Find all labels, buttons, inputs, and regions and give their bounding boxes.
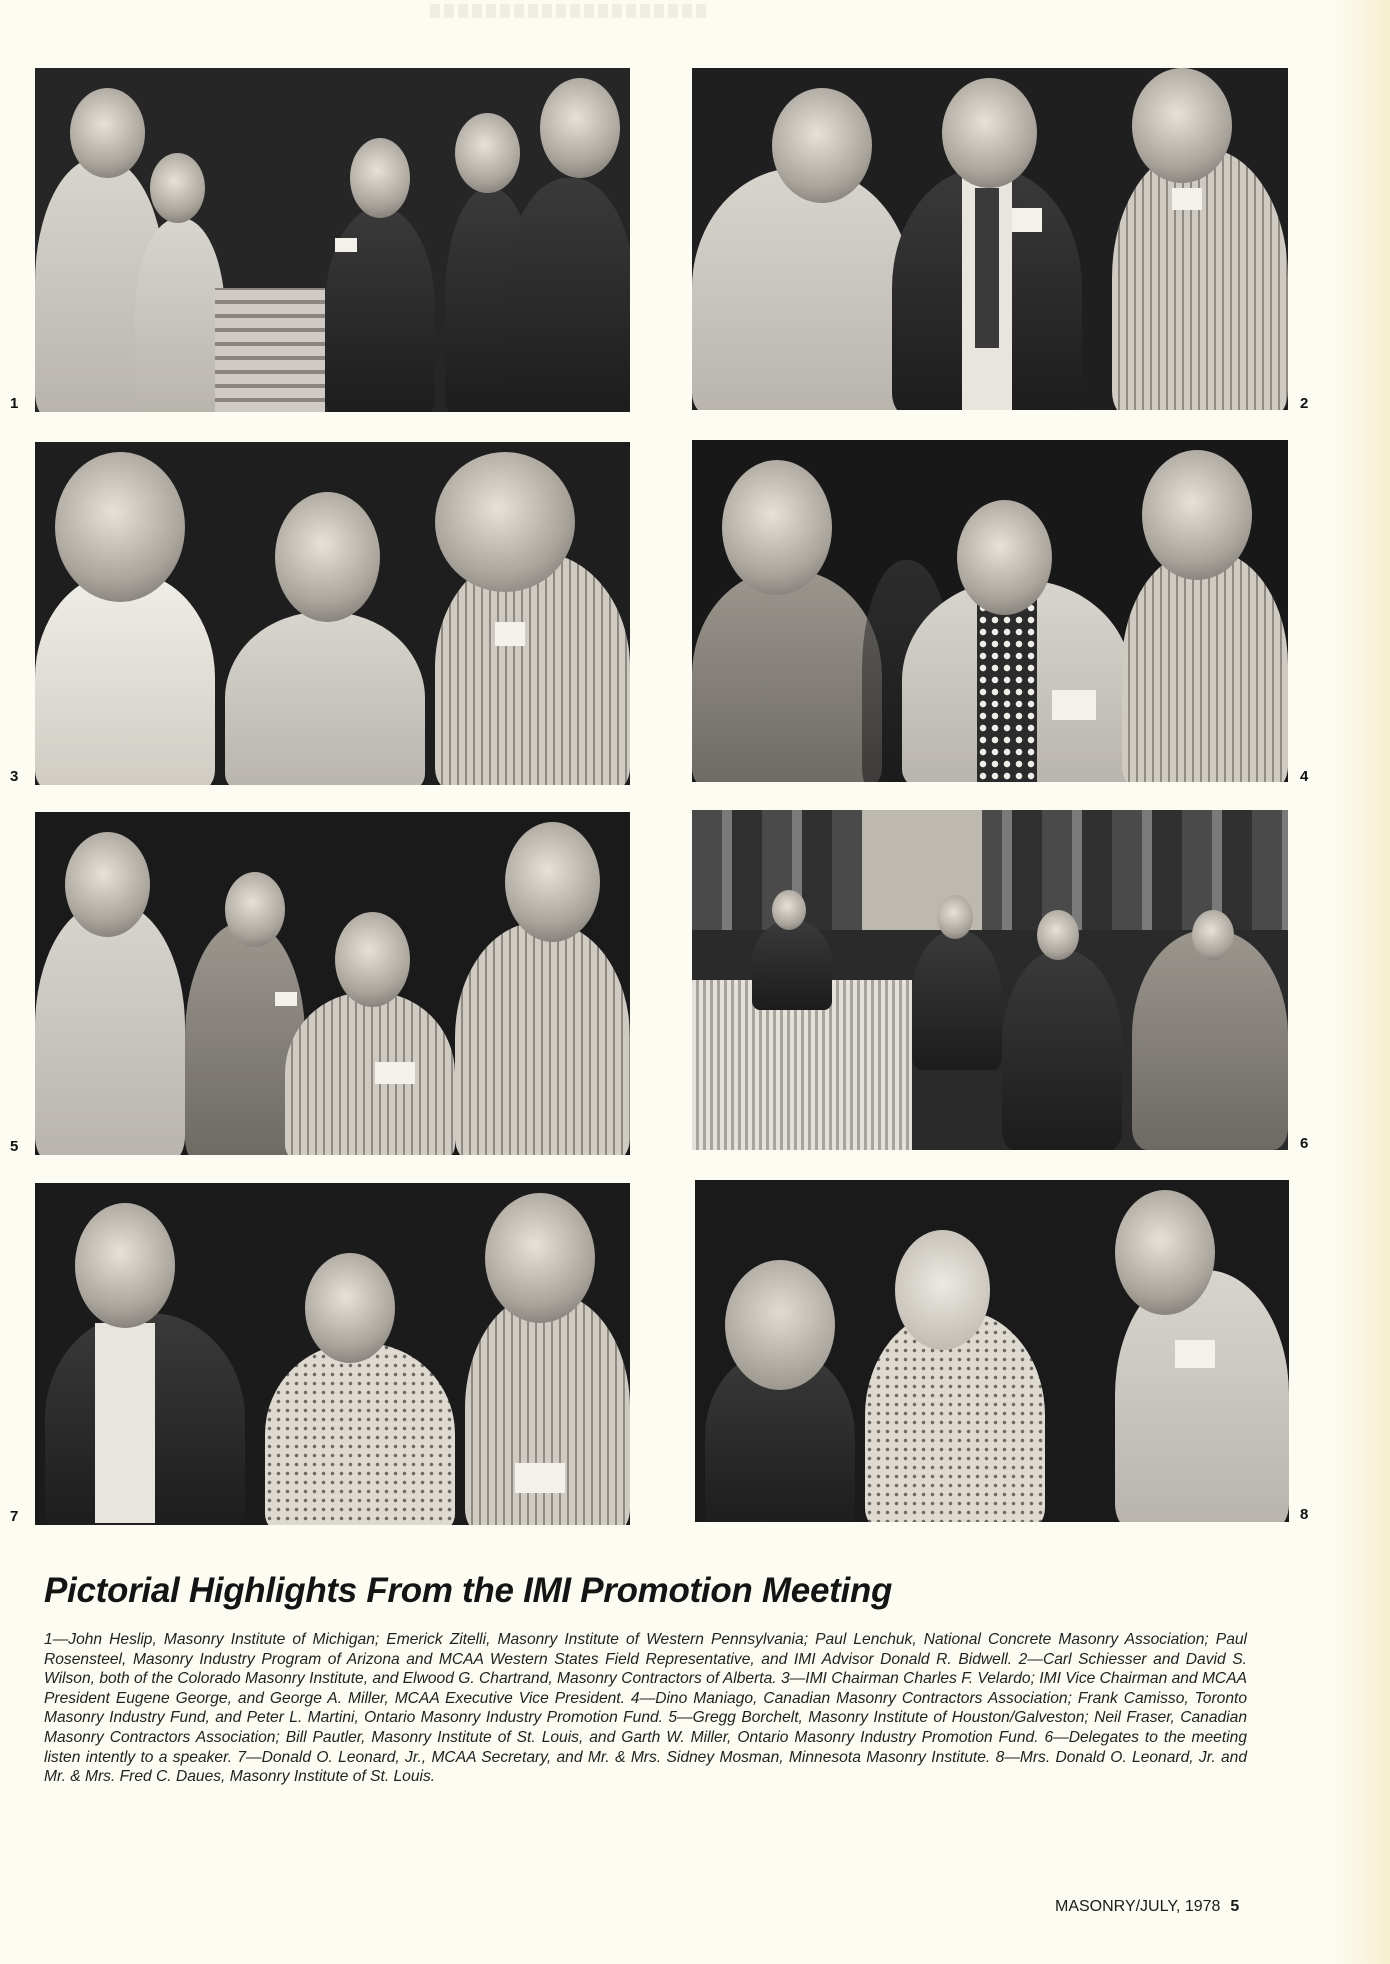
photo-number-3: 3 bbox=[10, 768, 19, 785]
photo-2 bbox=[692, 68, 1288, 410]
page-edge-shading bbox=[1330, 0, 1390, 1964]
photo-scene bbox=[35, 812, 630, 1155]
photo-scene bbox=[35, 68, 630, 412]
article-headline: Pictorial Highlights From the IMI Promotion Meeting bbox=[44, 1571, 893, 1610]
photo-6 bbox=[692, 810, 1288, 1150]
photo-number-8: 8 bbox=[1300, 1506, 1309, 1523]
photo-8 bbox=[695, 1180, 1289, 1522]
publication-date: MASONRY/JULY, 1978 bbox=[1055, 1898, 1221, 1915]
photo-number-5: 5 bbox=[10, 1138, 19, 1155]
photo-scene bbox=[35, 1183, 630, 1525]
photo-number-7: 7 bbox=[10, 1508, 19, 1525]
photo-scene bbox=[692, 68, 1288, 410]
photo-3 bbox=[35, 442, 630, 785]
photo-scene bbox=[695, 1180, 1289, 1522]
photo-number-6: 6 bbox=[1300, 1135, 1309, 1152]
bleed-through-text bbox=[430, 4, 710, 18]
photo-7 bbox=[35, 1183, 630, 1525]
photo-scene bbox=[692, 440, 1288, 782]
photo-4 bbox=[692, 440, 1288, 782]
photo-scene bbox=[692, 810, 1288, 1150]
photo-number-4: 4 bbox=[1300, 768, 1309, 785]
page-number: 5 bbox=[1230, 1898, 1240, 1915]
photo-number-2: 2 bbox=[1300, 395, 1309, 412]
photo-1 bbox=[35, 68, 630, 412]
photo-captions: 1—John Heslip, Masonry Institute of Michigan; Emerick Zitelli, Masonry Institute of Western Pennsylvania; Paul Lenchuk, National Concrete Masonry Association; Paul Rosensteel, Masonry Industry Program of Arizona and MCAA Western States Field Representative, and IMI Advisor Donald R. Bidwell. 2—Carl Schiesser and David S. Wilson, both of the Colorado Masonry Institute, and Elwood G. Chartrand, Masonry Contractors of Alberta. 3—IMI Chairman Charles F. Velardo; IMI Vice Chairman and MCAA President Eugene George, and George A. Miller, MCAA Executive Vice President. 4—Dino Maniago, Canadian Masonry Contractors Association; Frank Camisso, Toronto Masonry Industry Fund, and Peter L. Martini, Ontario Masonry Industry Promotion Fund. 5—Gregg Borchelt, Masonry Institute of Houston/Galveston; Neil Fraser, Canadian Masonry Contractors Association; Bill Pautler, Masonry Institute of St. Louis, and Garth W. Miller, Ontario Masonry Industry Promotion Fund. 6—Delegates to the meeting listen intently to a speaker. 7—Donald O. Leonard, Jr., MCAA Secretary, and Mr. & Mrs. Sidney Mosman, Minnesota Masonry Institute. 8—Mrs. Donald O. Leonard, Jr. and Mr. & Mrs. Fred C. Daues, Masonry Institute of St. Louis. bbox=[44, 1631, 1247, 1786]
photo-number-1: 1 bbox=[10, 395, 19, 412]
photo-5 bbox=[35, 812, 630, 1155]
photo-scene bbox=[35, 442, 630, 785]
page-footer bbox=[1055, 1898, 1239, 1916]
